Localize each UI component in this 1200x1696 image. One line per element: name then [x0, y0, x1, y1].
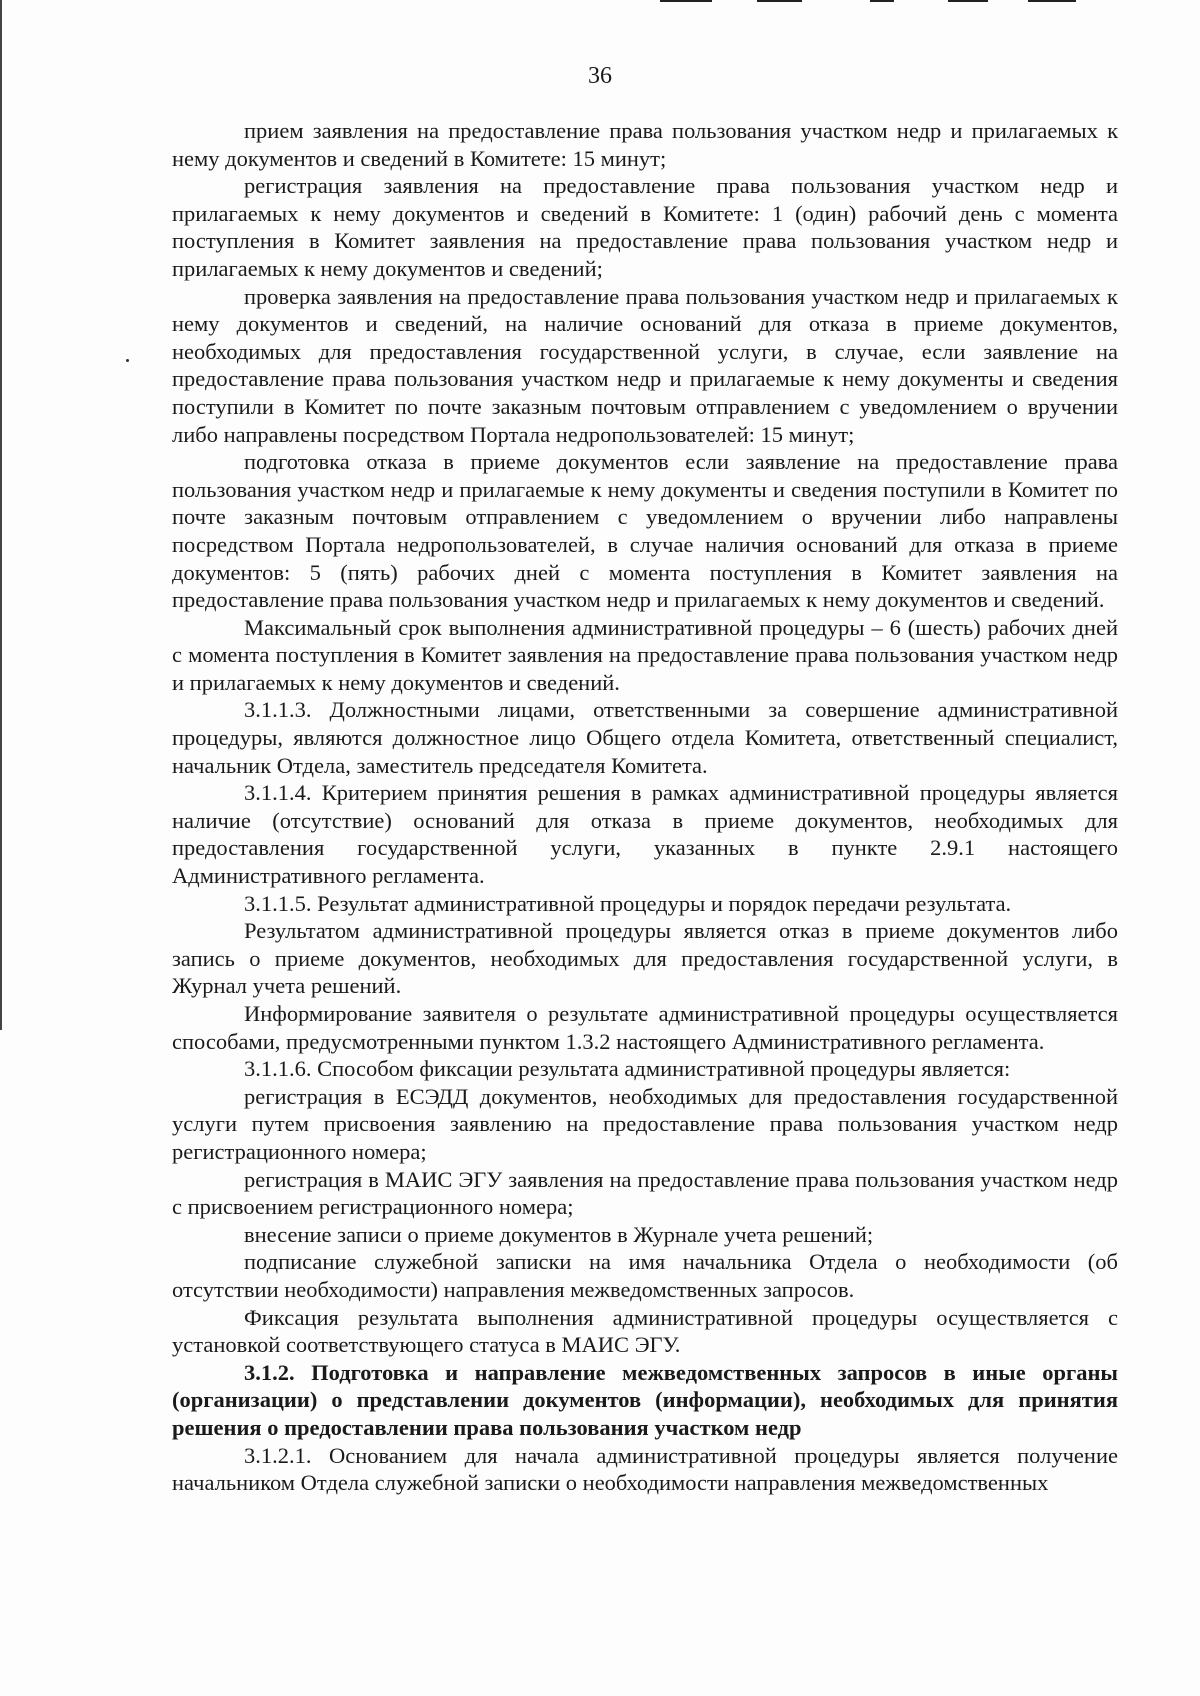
- scan-top-rule: [1028, 0, 1076, 2]
- paragraph: регистрация в ЕСЭДД документов, необходимых для предоставления государственной услуги путем присвоения заявлению на предоставление права пользования участком недр регистрационного номера;: [172, 1083, 1118, 1164]
- page-number: 36: [588, 63, 612, 89]
- document-body: [172, 117, 1118, 1497]
- paragraph: проверка заявления на предоставление права пользования участком недр и прилагаемых к нему документов и сведений, на наличие оснований для отказа в приеме документов, необходимых для предоставления государственной услуги, в случае, если заявление на предоставление права пользования участком недр и прилагаемые к нему документы и сведения поступили в Комитет по почте заказным почтовым отправлением с уведомлением о вручении либо направлены посредством Портала недропользователей: 15 минут;: [172, 283, 1118, 447]
- paragraph: Результатом административной процедуры является отказ в приеме документов либо запись о приеме документов, необходимых для предоставления государственной услуги, в Журнал учета решений.: [172, 918, 1118, 999]
- scan-top-rule: [757, 0, 802, 2]
- paragraph: 3.1.1.6. Способом фиксации результата административной процедуры является:: [244, 1056, 1011, 1082]
- paragraph: Фиксация результата выполнения административной процедуры осуществляется с установкой соответствующего статуса в МАИС ЭГУ.: [172, 1304, 1118, 1358]
- scan-left-edge: [0, 0, 2, 1030]
- scan-top-rule: [948, 0, 988, 2]
- paragraph: 3.1.1.5. Результат административной процедуры и порядок передачи результата.: [244, 890, 1012, 916]
- paragraph: прием заявления на предоставление права пользования участком недр и прилагаемых к нему документов и сведений в Комитете: 15 минут;: [172, 118, 1118, 171]
- paragraph: Максимальный срок выполнения административной процедуры – 6 (шесть) рабочих дней с момента поступления в Комитет заявления на предоставление права пользования участком недр и прилагаемых к нему документов и сведений.: [172, 614, 1118, 695]
- paragraph: подписание служебной записки на имя начальника Отдела о необходимости (об отсутствии необходимости) направления межведомственных запросов.: [172, 1249, 1118, 1302]
- paragraph: 3.1.1.4. Критерием принятия решения в рамках административной процедуры является наличие (отсутствие) оснований для отказа в приеме документов, необходимых для предоставления государственной услуги, указанных в пункте 2.9.1 настоящего Административного регламента.: [172, 780, 1118, 889]
- scan-top-rule: [660, 0, 712, 2]
- paragraph: Информирование заявителя о результате административной процедуры осуществляется способами, предусмотренными пунктом 1.3.2 настоящего Административного регламента.: [172, 1001, 1118, 1054]
- scan-top-rule: [870, 0, 894, 2]
- paragraph: внесение записи о приеме документов в Журнале учета решений;: [244, 1221, 874, 1247]
- paragraph: регистрация в МАИС ЭГУ заявления на предоставление права пользования участком недр с присвоением регистрационного номера;: [172, 1166, 1118, 1220]
- paragraph: 3.1.2.1. Основанием для начала административной процедуры является получение начальником Отдела служебной записки о необходимости направления межведомственных: [172, 1442, 1118, 1496]
- section-heading: 3.1.2. Подготовка и направление межведомственных запросов в иные органы (организации) о представлении документов (информации), необходимых для принятия решения о предоставлении права пользования участком недр: [172, 1359, 1118, 1440]
- paragraph: подготовка отказа в приеме документов если заявление на предоставление права пользования участком недр и прилагаемые к нему документы и сведения поступили в Комитет по почте заказным почтовым отправлением с уведомлением о вручении либо направлены посредством Портала недропользователей, в случае наличия оснований для отказа в приеме документов: 5 (пять) рабочих дней с момента поступления в Комитет заявления на предоставление права пользования участком недр и прилагаемых к нему документов и сведений.: [172, 449, 1118, 613]
- scan-speck: [126, 359, 129, 362]
- paragraph: регистрация заявления на предоставление права пользования участком недр и прилагаемых к нему документов и сведений в Комитете: 1 (один) рабочий день с момента поступления в Комитет заявления на предоставление права пользования участком недр и прилагаемых к нему документов и сведений;: [172, 173, 1118, 281]
- paragraph: 3.1.1.3. Должностными лицами, ответственными за совершение административной процедуры, являются должностное лицо Общего отдела Комитета, ответственный специалист, начальник Отдела, заместитель председателя Комитета.: [172, 697, 1118, 778]
